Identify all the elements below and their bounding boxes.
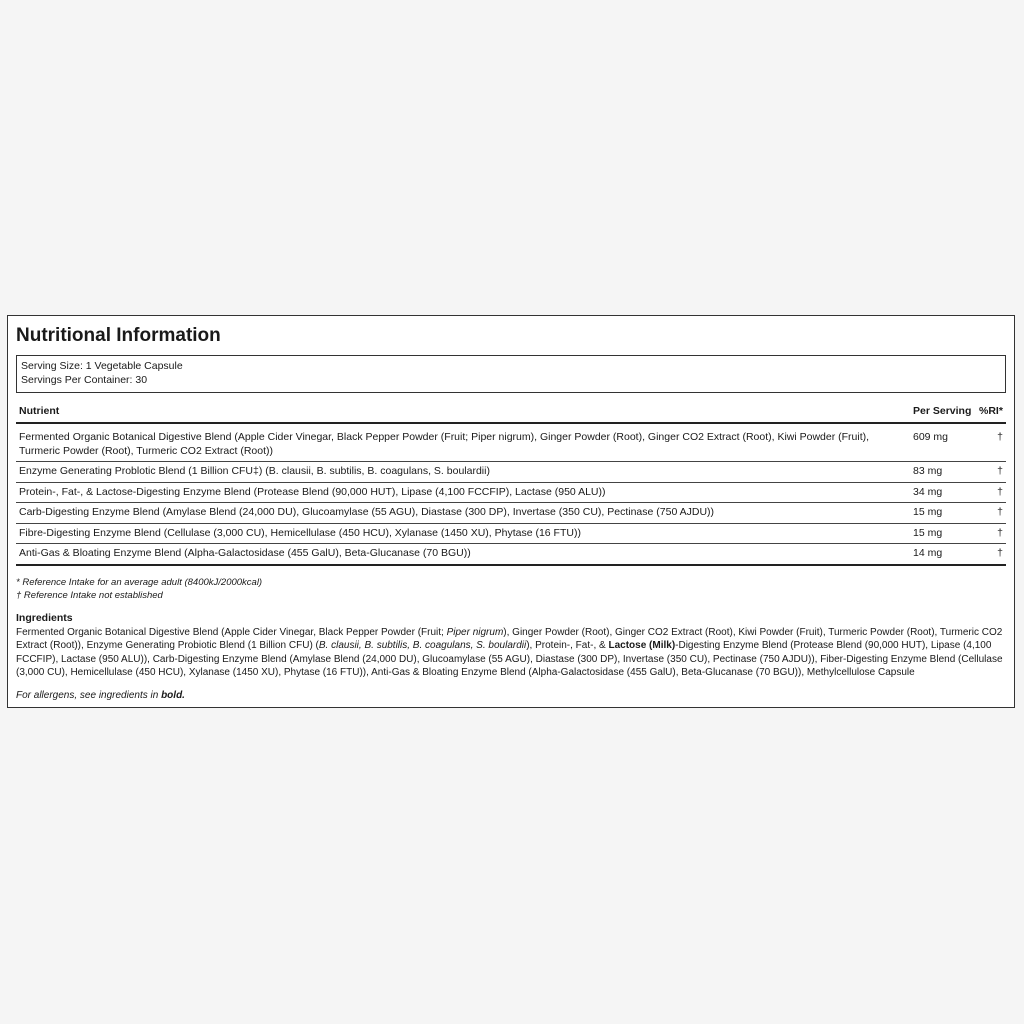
nutrient-amount: 15 mg bbox=[910, 523, 976, 544]
nutrient-amount: 15 mg bbox=[910, 503, 976, 524]
nutrient-name: Anti-Gas & Bloating Enzyme Blend (Alpha-Galactosidase (455 GalU), Beta-Glucanase (70 BGU)) bbox=[16, 544, 910, 565]
table-row bbox=[16, 462, 1006, 483]
nutrient-ri: † bbox=[976, 423, 1006, 462]
ingredients-heading: Ingredients bbox=[16, 611, 73, 624]
allergen-note-text: For allergens, see ingredients in bbox=[16, 689, 162, 701]
ingredients-part: -Digesting Enzyme Blend (Protease Blend (90,000 HUT), Lipase (4,100 FCCFIP), Lactase (950 ALU)), Carb-Digesting Enzyme Blend (Amylase Blend (24,000 DU), Glucoamylase (55 AGU), Diastase (300 DP), Invertase (350 CU), Pectinase (750 AJDU)), Fiber-Digesting Enzyme Blend (Cellulase (3,000 CU), Hemicellulase (450 HCU), Xylanase (1450 XU), Phytase (16 FTU)), Anti-Gas & Bloating Enzyme Blend (Alpha-Galactosidase (455 GalU), Beta-Glucanase (70 BGU)), Methylcellulose Capsule bbox=[16, 640, 1003, 678]
servings-per-container: Servings Per Container: 30 bbox=[21, 374, 148, 386]
nutrition-panel bbox=[7, 315, 1015, 708]
nutrient-amount: 14 mg bbox=[910, 544, 976, 565]
allergen-note bbox=[16, 689, 1006, 702]
nutrient-name: Carb-Digesting Enzyme Blend (Amylase Blend (24,000 DU), Glucoamylase (55 AGU), Diastase (300 DP), Invertase (350 CU), Pectinase (750 AJDU)) bbox=[16, 503, 910, 524]
table-row bbox=[16, 423, 1006, 462]
nutrient-name: Protein-, Fat-, & Lactose-Digesting Enzyme Blend (Protease Blend (90,000 HUT), Lipase (4,100 FCCFIP), Lactase (950 ALU)) bbox=[16, 482, 910, 503]
panel-title: Nutritional Information bbox=[16, 325, 221, 346]
ingredients-italic: B. clausii, B. subtilis, B. coagulans, S. boulardii bbox=[318, 640, 527, 651]
footnotes bbox=[16, 576, 1006, 602]
nutrient-amount: 609 mg bbox=[910, 423, 976, 462]
table-header-row bbox=[16, 401, 1006, 423]
serving-info-box bbox=[16, 355, 1006, 393]
allergen-note-bold: bold. bbox=[161, 689, 185, 701]
ingredients-text bbox=[16, 626, 1006, 680]
nutrient-ri: † bbox=[976, 482, 1006, 503]
table-row bbox=[16, 523, 1006, 544]
nutrient-name: Fermented Organic Botanical Digestive Blend (Apple Cider Vinegar, Black Pepper Powder (Fruit; Piper nigrum), Ginger Powder (Root), Ginger CO2 Extract (Root), Kiwi Powder (Fruit), Turmeric Powder (Root), Turmeric CO2 Extract (Root)) bbox=[16, 423, 910, 462]
nutrient-name: Fibre-Digesting Enzyme Blend (Cellulase (3,000 CU), Hemicellulase (450 HCU), Xylanase (1450 XU), Phytase (16 FTU)) bbox=[16, 523, 910, 544]
nutrient-ri: † bbox=[976, 462, 1006, 483]
ingredients-part: Fermented Organic Botanical Digestive Blend (Apple Cider Vinegar, Black Pepper Powder (Fruit; bbox=[16, 626, 447, 638]
ingredients-part: ), Protein-, Fat-, & bbox=[526, 640, 609, 651]
nutrient-ri: † bbox=[976, 544, 1006, 565]
allergen-highlight: Lactose (Milk) bbox=[608, 640, 676, 651]
header-per-serving: Per Serving bbox=[910, 401, 976, 423]
ri-footnote: * Reference Intake for an average adult (8400kJ/2000kcal) bbox=[16, 576, 263, 588]
nutrient-amount: 83 mg bbox=[910, 462, 976, 483]
table-row bbox=[16, 544, 1006, 565]
nutrient-ri: † bbox=[976, 523, 1006, 544]
ingredients-part: ), Ginger Powder (Root), Ginger CO2 Extract (Root), Kiwi Powder (Fruit), Turmeric Powder (Root), Turmeric CO2 Extract (Root)), Enzyme Generating Probiotic Blend (1 Billion CFU) ( bbox=[16, 626, 1003, 651]
nutrient-ri: † bbox=[976, 503, 1006, 524]
serving-size: Serving Size: 1 Vegetable Capsule bbox=[21, 360, 183, 372]
ingredients-italic: Piper nigrum bbox=[446, 626, 504, 638]
table-row bbox=[16, 503, 1006, 524]
dagger-footnote: † Reference Intake not established bbox=[16, 589, 163, 601]
nutrient-name: Enzyme Generating Problotic Blend (1 Billion CFU‡) (B. clausii, B. subtilis, B. coagulans, S. boulardii) bbox=[16, 462, 910, 483]
nutrient-amount: 34 mg bbox=[910, 482, 976, 503]
header-nutrient: Nutrient bbox=[16, 401, 910, 423]
table-row bbox=[16, 482, 1006, 503]
header-ri: %RI* bbox=[976, 401, 1006, 423]
nutrient-table bbox=[16, 401, 1006, 566]
